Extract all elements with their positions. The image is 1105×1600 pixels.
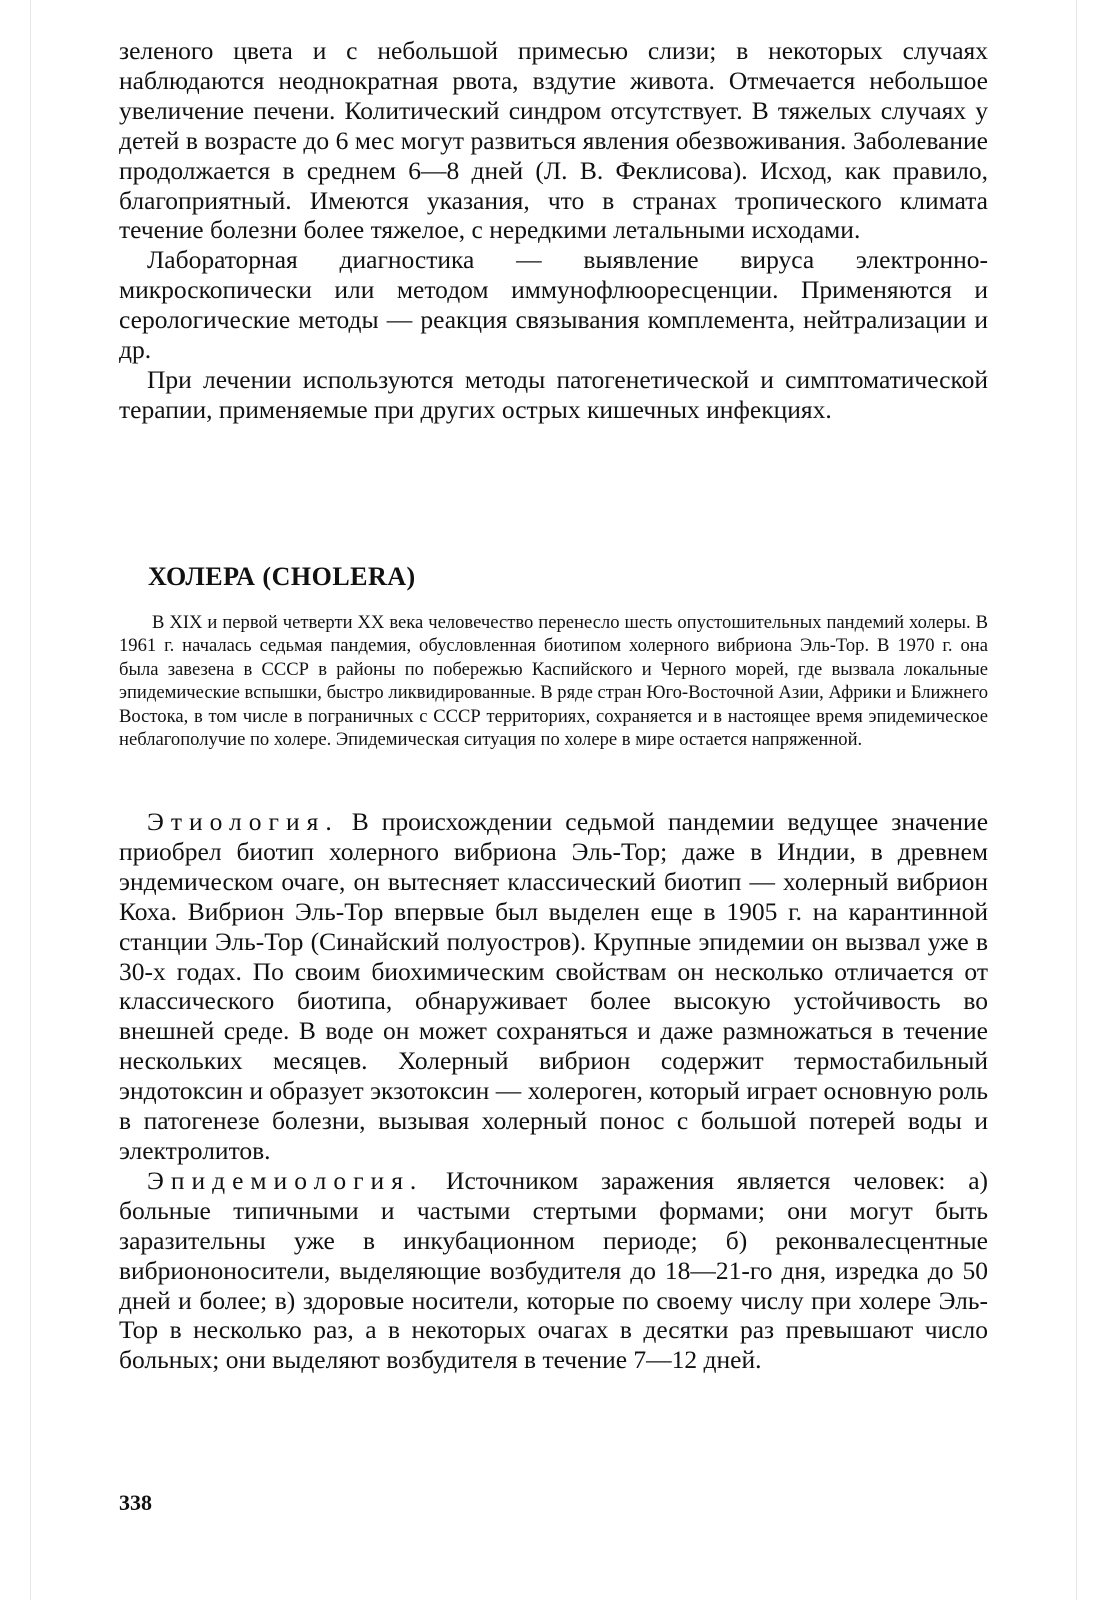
- paragraph-treatment: При лечении используются методы патогенетической и симптоматической терапии, применяемые при других острых кишечных инфекциях.: [119, 364, 988, 424]
- page-number: 338: [119, 1490, 152, 1515]
- section-heading: ХОЛЕРА (CHOLERA): [148, 562, 416, 591]
- etiology-text: В происхождении седьмой пандемии ведущее значение приобрел биотип холерного вибриона Эль-Тор; даже в Индии, в древнем эндемическом очаге, он вытесняет классический биотип — холерный вибрион Коха. Вибрион Эль-Тор впервые был выделен еще в 1905 г. на карантинной станции Эль-Тор (Синайский полуостров). Крупные эпидемии он вызвал уже в 30-х годах. По своим биохимическим свойствам он несколько отличается от классического биотипа, обнаруживает более высокую устойчивость во внешней среде. В воде он может сохраняться и даже размножаться в течение нескольких месяцев. Холерный вибрион содержит термостабильный эндотоксин и образует экзотоксин — холероген, который играет основную роль в патогенезе болезни, вызывая холерный понос с большой потерей воды и электролитов.: [119, 807, 989, 1165]
- paragraph-lab-diagnostics: Лабораторная диагностика — выявление вируса электронно-микроскопически или методом иммунофлюоресценции. Применяются и серологические методы — реакция связывания комплемента, нейтрализации и др.: [119, 245, 988, 365]
- epidemiology-text: Источником заражения является человек: а) больные типичными и частыми стертыми формами; они могут быть заразительны уже в инкубационном периоде; б) реконвалесцентные вибриононосители, выделяющие возбудителя до 18—21-го дня, изредка до 50 дней и более; в) здоровые носители, которые по своему числу при холере Эль-Тор в несколько раз, а в некоторых очагах в десятки раз превышают число больных; они выделяют возбудителя в течение 7—12 дней.: [119, 1165, 988, 1375]
- etiology-label: Этиология.: [147, 807, 339, 836]
- epidemiology-label: Эпидемиология.: [147, 1165, 424, 1195]
- paragraph-symptoms: зеленого цвета и с небольшой примесью слизи; в некоторых случаях наблюдаются неоднократная рвота, вздутие живота. Отмечается небольшое увеличение печени. Колитический синдром отсутствует. В тяжелых случаях у детей в возрасте до 6 мес могут развиться явления обезвоживания. Заболевание продолжается в среднем 6—8 дней (Л. В. Феклисова). Исход, как правило, благоприятный. Имеются указания, что в странах тропического климата течение болезни более тяжелое, с нередкими летальными исходами.: [119, 36, 988, 245]
- intro-note: [119, 611, 988, 751]
- paragraph-epidemiology: [119, 1166, 988, 1375]
- paragraph-etiology: [119, 807, 988, 1166]
- intro-note-text: В XIX и первой четверти XX века человечество перенесло шесть опустошительных пандемий холеры. В 1961 г. началась седьмая пандемия, обусловленная биотипом холерного вибриона Эль-Тор. В 1970 г. она была завезена в СССР в районы по побережью Каспийского и Черного морей, где вызвала локальные эпидемические вспышки, быстро ликвидированные. В ряде стран Юго-Восточной Азии, Африки и Ближнего Востока, в том числе в пограничных с СССР территориях, сохраняется и в настоящее время эпидемическое неблагополучие по холере. Эпидемическая ситуация по холере в мире остается напряженной.: [119, 612, 988, 751]
- section-body: [119, 807, 988, 1375]
- section-continuation: [119, 36, 988, 425]
